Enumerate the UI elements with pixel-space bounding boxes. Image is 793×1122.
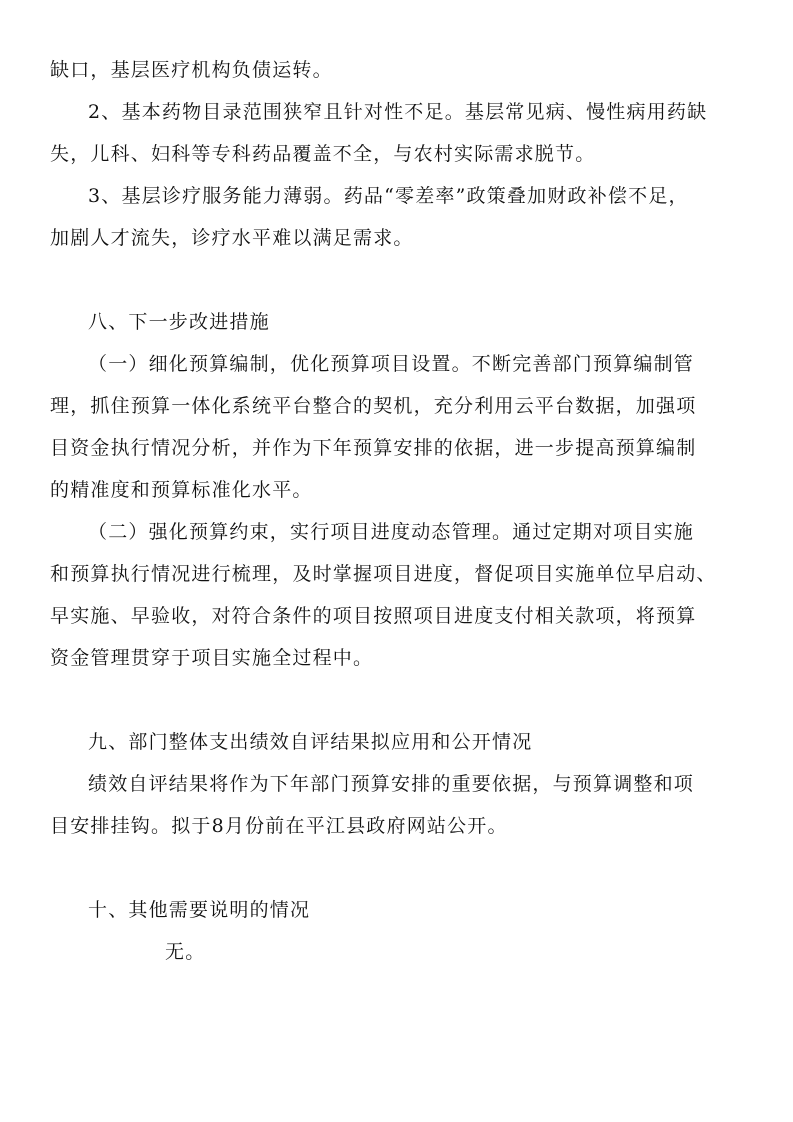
paragraph-line: 2、基本药物目录范围狭窄且针对性不足。基层常见病、慢性病用药缺 — [88, 101, 708, 123]
paragraph-line: （一）细化预算编制，优化预算项目设置。不断完善部门预算编制管 — [88, 353, 695, 375]
paragraph-line: 目资金执行情况分析，并作为下年预算安排的依据，进一步提高预算编制 — [50, 437, 697, 459]
paragraph-line: 3、基层诊疗服务能力薄弱。药品“零差率”政策叠加财政补偿不足， — [88, 185, 689, 207]
paragraph-line: 加剧人才流失，诊疗水平难以满足需求。 — [50, 227, 414, 249]
paragraph-line: 无。 — [165, 941, 206, 963]
paragraph-line: 缺口，基层医疗机构负债运转。 — [50, 59, 333, 81]
paragraph-line: 的精准度和预算标准化水平。 — [50, 479, 313, 501]
paragraph-line: 理，抓住预算一体化系统平台整合的契机，充分利用云平台数据，加强项 — [50, 395, 697, 417]
paragraph-line: 资金管理贯穿于项目实施全过程中。 — [50, 647, 374, 669]
paragraph-line: （二）强化预算约束，实行项目进度动态管理。通过定期对项目实施 — [88, 521, 695, 543]
paragraph-line: 失，儿科、妇科等专科药品覆盖不全，与农村实际需求脱节。 — [50, 143, 596, 165]
paragraph-line: 目安排挂钩。拟于8月份前在平江县政府网站公开。 — [50, 815, 508, 837]
paragraph-line: 绩效自评结果将作为下年部门预算安排的重要依据，与预算调整和项 — [88, 773, 695, 795]
paragraph-line: 和预算执行情况进行梳理，及时掌握项目进度，督促项目实施单位早启动、 — [50, 563, 717, 585]
section-heading: 九、部门整体支出绩效自评结果拟应用和公开情况 — [88, 731, 533, 753]
section-heading: 八、下一步改进措施 — [88, 311, 270, 333]
section-heading: 十、其他需要说明的情况 — [88, 899, 311, 921]
paragraph-line: 早实施、早验收，对符合条件的项目按照项目进度支付相关款项，将预算 — [50, 605, 697, 627]
